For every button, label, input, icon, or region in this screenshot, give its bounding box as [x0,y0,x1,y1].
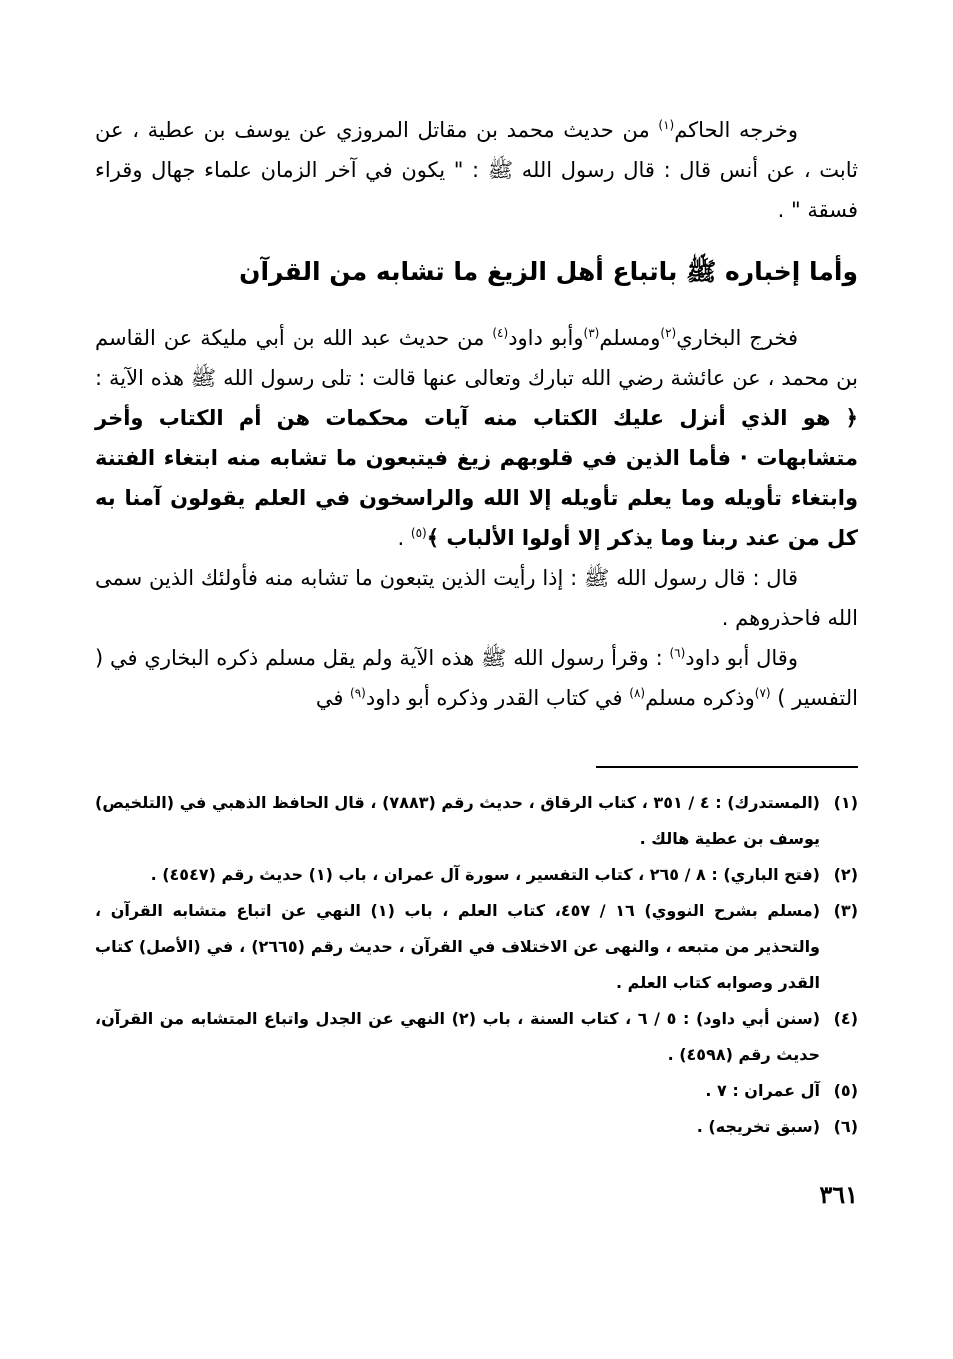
text: وذكره مسلم [645,686,755,710]
text: : وقرأ رسول الله ﷺ هذه الآية ولم يقل مسلم ذكره البخاري في ( التفسير ) [95,646,858,710]
paragraph-2 [95,318,858,558]
footnote-ref[interactable]: (١) [658,118,675,132]
footnote-ref[interactable]: (٢) [660,326,677,340]
text: وخرجه الحاكم [674,118,798,142]
footnote-ref[interactable]: (٧) [754,686,771,700]
footnote-ref[interactable]: (٣) [583,326,600,340]
footnote-ref[interactable]: (٦) [669,646,686,660]
text: في [315,686,351,710]
footnote-text: (مسلم بشرح النووي) ١٦ / ٤٥٧، كتاب العلم ، باب (١) النهي عن اتباع متشابه القرآن ، والتحذير من متبعه ، والنهى عن الاختلاف في القرآن ، حديث رقم (٢٦٦٥) ، في (الأصل) كتاب القدر وصوابه كتاب العلم . [95,901,821,992]
footnote-number: (٥) [833,1081,858,1100]
footnote-6 [95,1109,858,1145]
text: فخرج البخاري [676,326,799,350]
footnote-ref[interactable]: (٥) [410,526,427,540]
paragraph-3: قال : قال رسول الله ﷺ : إذا رأيت الذين يتبعون ما تشابه منه فأولئك الذين سمى الله فاحذروهم . [95,566,858,630]
footnote-ref[interactable]: (٩) [350,686,366,700]
footnote-3 [95,893,858,1001]
footnote-number: (٣) [833,901,858,920]
main-text [95,110,858,718]
footnote-number: (٢) [833,865,858,884]
footnote-text: (فتح الباري) : ٨ / ٢٦٥ ، كتاب التفسير ، سورة آل عمران ، باب (١) حديث رقم (٤٥٤٧) . [150,865,820,884]
page-number: ٣٦١ [819,1180,858,1209]
paragraph-1 [95,110,858,230]
text: . [397,526,411,550]
text: من حديث محمد بن مقاتل المروزي عن يوسف بن عطية ، عن ثابت ، عن أنس قال : قال رسول الله ﷺ : " يكون في آخر الزمان علماء جهال وقراء فسقة " . [95,118,858,222]
text: من حديث عبد الله بن أبي مليكة عن القاسم بن محمد ، عن عائشة رضي الله تبارك وتعالى عنها قالت : تلى رسول الله ﷺ هذه الآية : [95,326,858,390]
text: ومسلم [599,326,661,350]
footnote-2 [95,857,858,893]
text: وأبو داود [508,326,584,350]
text: في كتاب القدر وذكره أبو داود [365,686,630,710]
footnote-text: (سبق تخريجه) . [696,1117,820,1136]
footnote-1 [95,785,858,857]
section-heading: وأما إخباره ﷺ باتباع أهل الزيغ ما تشابه من القرآن [239,257,858,286]
footnote-5 [95,1073,858,1109]
footnote-ref[interactable]: (٨) [629,686,646,700]
footnote-text: (سنن أبي داود) : ٥ / ٦ ، كتاب السنة ، باب (٢) النهي عن الجدل واتباع المتشابه من القرآن، حديث رقم (٤٥٩٨) . [95,1009,820,1064]
footnote-number: (١) [833,793,858,812]
footnotes [95,785,858,1145]
footnote-ref[interactable]: (٤) [492,326,509,340]
text: وقال أبو داود [685,646,798,670]
paragraph-4 [95,638,858,718]
footnote-4 [95,1001,858,1073]
footnote-text: آل عمران : ٧ . [705,1081,820,1100]
footnote-number: (٦) [833,1117,858,1136]
footnote-text: (المستدرك) : ٤ / ٣٥١ ، كتاب الرقاق ، حديث رقم (٧٨٨٣) ، قال الحافظ الذهبي في (التلخيص) يوسف بن عطية هالك . [95,793,820,848]
footnote-number: (٤) [833,1009,858,1028]
footnote-divider [596,766,858,768]
quran-verse: ﴿ هو الذي أنزل عليك الكتاب منه آيات محكمات هن أم الكتاب وأخر متشابهات · فأما الذين في قلوبهم زيغ فيتبعون ما تشابه منه ابتغاء الفتنة وابتغاء تأويله وما يعلم تأويله إلا الله والراسخون في العلم يقولون آمنا به كل من عند ربنا وما يذكر إلا أولوا الألباب ﴾ [95,406,858,550]
